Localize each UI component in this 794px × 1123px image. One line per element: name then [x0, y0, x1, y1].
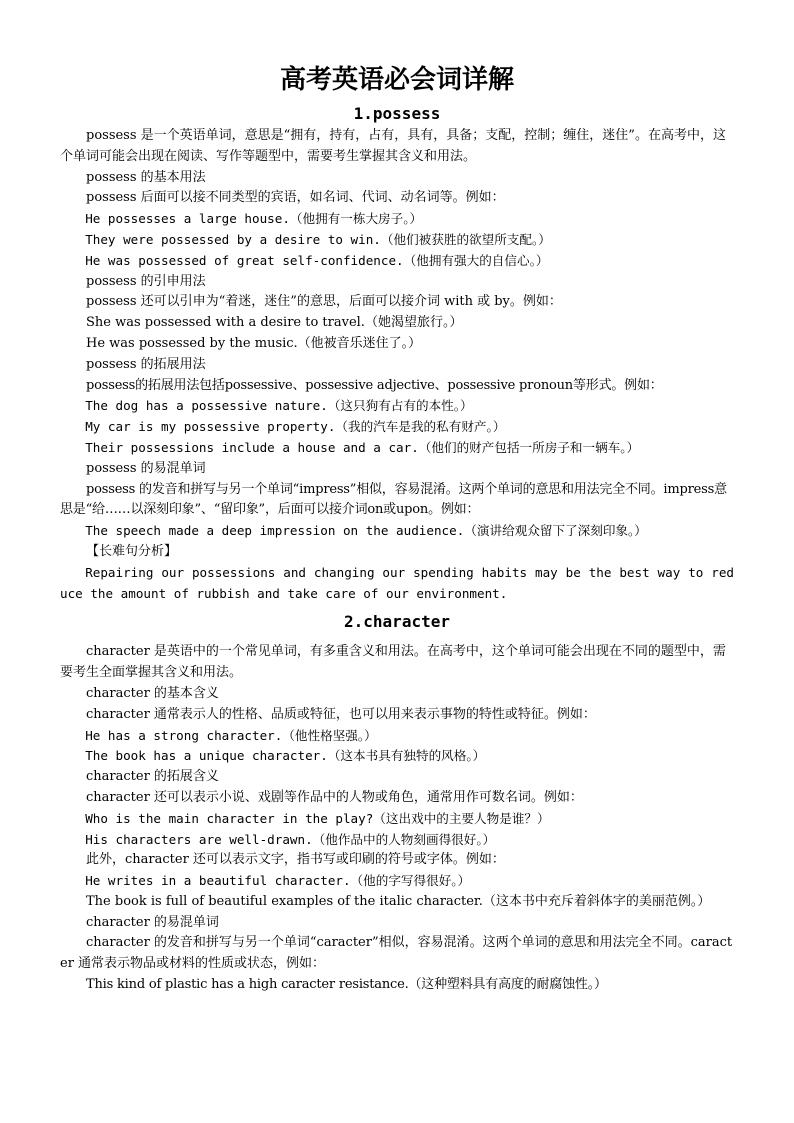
paragraph: 此外，character 还可以表示文字，指书写或印刷的符号或字体。例如： — [86, 852, 505, 868]
example-sentence: The dog has a possessive nature.（这只狗有占有的本性。） — [85, 398, 473, 414]
paragraph: character 还可以表示小说、戏剧等作品中的人物或角色，通常用作可数名词。例如： — [86, 789, 583, 805]
paragraph: character 是英语中的一个常见单词，有多重含义和用法。在高考中，这个单词可能会出现在不同的题型中，需要考生全面掌握其含义和用法。 — [60, 644, 726, 681]
paragraph: possess 还可以引申为“着迷，迷住”的意思，后面可以接介词 with 或 by。例如： — [86, 294, 562, 310]
example-sentence: This kind of plastic has a high caracter resistance.（这种塑料具有高度的耐腐蚀性。） — [86, 977, 607, 993]
subheading: character 的易混单词 — [86, 914, 219, 930]
paragraph: possess 是一个英语单词，意思是“拥有，持有，占有，具有，具备；支配，控制；缠住，迷住”。在高考中，这个单词可能会出现在阅读、写作等题型中，需要考生掌握其含义和用法。 — [60, 128, 726, 164]
example-sentence: He was possessed of great self-confidence.（他拥有强大的自信心。） — [85, 252, 549, 268]
paragraph: possess的拓展用法包括possessive、possessive adjective、possessive pronoun等形式。例如： — [86, 377, 663, 393]
document-page — [60, 60, 734, 996]
subheading: possess 的引申用法 — [86, 273, 206, 289]
section-heading: 1.possess — [353, 104, 441, 123]
example-sentence: He possesses a large house.（他拥有一栋大房子。） — [85, 211, 423, 227]
example-sentence: The book has a unique character.（这本书具有独特的风格。） — [85, 748, 486, 764]
long-sentence: Repairing our possessions and changing our spending habits may be the best way to reduce the amount of rubbish and take care of our environment. — [60, 564, 734, 601]
example-sentence: He was possessed by the music.（他被音乐迷住了。） — [86, 335, 422, 351]
subheading: character 的基本含义 — [86, 685, 219, 701]
paragraph: character 的发音和拼写与另一个单词“caracter”相似，容易混淆。这两个单词的意思和用法完全不同。caracter 通常表示物品或材料的性质或状态，例如： — [60, 935, 733, 972]
example-sentence: They were possessed by a desire to win.（他们被获胜的欲望所支配。） — [85, 231, 551, 247]
example-sentence: The book is full of beautiful examples of the italic character.（这本书中充斥着斜体字的美丽范例。） — [86, 893, 711, 909]
subheading: possess 的拓展用法 — [86, 356, 206, 372]
page-title: 高考英语必会词详解 — [279, 65, 514, 95]
example-sentence: Who is the main character in the play?（这出戏中的主要人物是谁？） — [85, 810, 550, 826]
analysis-heading: 【长难句分析】 — [86, 543, 178, 559]
paragraph: possess 的发音和拼写与另一个单词“impress”相似，容易混淆。这两个单词的意思和用法完全不同。impress意思是“给……以深刻印象”、“留印象”，后面可以接介词on或upon。例如： — [60, 481, 727, 518]
example-sentence: He has a strong character.（他性格坚强。） — [85, 727, 377, 743]
subheading: possess 的易混单词 — [86, 460, 206, 476]
example-sentence: My car is my possessive property.（我的汽车是我的私有财产。） — [85, 419, 506, 435]
section-heading: 2.character — [344, 612, 450, 632]
section-possess — [60, 104, 734, 604]
section-character — [60, 612, 734, 996]
example-sentence: She was possessed with a desire to travel.（她渴望旅行。） — [86, 315, 463, 331]
example-sentence: Their possessions include a house and a car.（他们的财产包括一所房子和一辆车。） — [85, 439, 640, 455]
subheading: possess 的基本用法 — [86, 169, 206, 185]
example-sentence: The speech made a deep impression on the audience.（演讲给观众留下了深刻印象。） — [85, 523, 647, 539]
example-sentence: He writes in a beautiful character.（他的字写得很好。） — [85, 873, 471, 889]
subheading: character 的拓展含义 — [86, 769, 219, 785]
example-sentence: His characters are well-drawn.（他作品中的人物刻画得很好。） — [85, 831, 496, 847]
paragraph: character 通常表示人的性格、品质或特征，也可以用来表示事物的特性或特征。例如： — [86, 706, 596, 722]
paragraph: possess 后面可以接不同类型的宾语，如名词、代词、动名词等。例如： — [86, 190, 505, 206]
